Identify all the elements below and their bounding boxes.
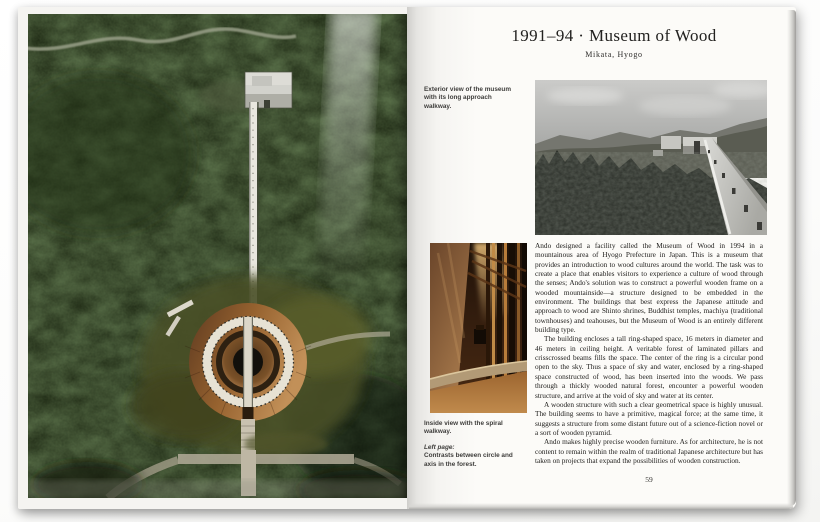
paragraph: A wooden structure with such a clear geometrical space is highly unusual. The building seems to have a primitive, magical force; at the same time, it suggests a structure from some distant future out of a science-fiction novel or a sort of wooden pyramid. <box>535 399 763 437</box>
caption-left-page-label: Left page: <box>424 443 455 451</box>
book-spread <box>18 7 796 509</box>
caption-line: Contrasts between circle and axis in the forest. <box>424 452 513 468</box>
caption-line: Inside view with the spiral walkway. <box>424 420 503 436</box>
exterior-photo-caption: Exterior view of the museum with its long approach walkway. <box>424 86 512 110</box>
paragraph: Ando makes highly precise wooden furniture. As for architecture, he is not content to remain within the realm of traditional Japanese architecture but has taken on projects that expand the possibilities of wooden construction. <box>535 437 763 465</box>
right-page <box>407 7 796 509</box>
page-number: 59 <box>645 475 653 484</box>
interior-photo <box>430 243 527 413</box>
interior-photo-caption <box>424 420 520 469</box>
page-subtitle: Mikata, Hyogo <box>585 50 643 59</box>
chapter-heading <box>511 26 716 59</box>
page-curl-blur <box>28 480 407 498</box>
left-page <box>18 7 407 509</box>
page-title: 1991–94 · Museum of Wood <box>511 26 717 45</box>
paragraph: Ando designed a facility called the Museum of Wood in 1994 in a mountainous area of Hyogo Prefecture in Japan. This is a museum that provides an introduction to wood cultures around the world. The task was to create a place that enables visitors to experience a culture of wood through the senses; Ando's solution was to construct a powerful wooden frame on a wooded mountainside—a structure designed to be embedded in the environment. The buildings that best express the Japanese attitude and approach to wood are Shinto shrines, Buddhist temples, machiya (traditional townhouses) and teahouses, but the Museum of Wood is an entirely different building type. <box>535 241 763 335</box>
paragraph: The building encloses a tall ring-shaped space, 16 meters in diameter and 46 meters in ceiling height. A veritable forest of laminated pillars and crisscrossed beams fills the space. The center of the ring is a circular pond open to the sky. Thus a space of sky and water, enclosed by a ring-shaped space constructed of wood, has been inserted into the woods. We pass through a thickly wooded natural forest, encounter a powerful wooden structure, and arrive at the void of sky and water at its center. <box>535 334 763 400</box>
aerial-photo-illustration <box>28 14 407 498</box>
aerial-photo <box>28 14 407 498</box>
gutter-shadow <box>389 14 407 498</box>
exterior-bw-photo <box>535 80 767 235</box>
book-fore-edge <box>787 10 796 506</box>
body-text <box>535 241 763 465</box>
book-bottom-edge <box>409 503 793 509</box>
